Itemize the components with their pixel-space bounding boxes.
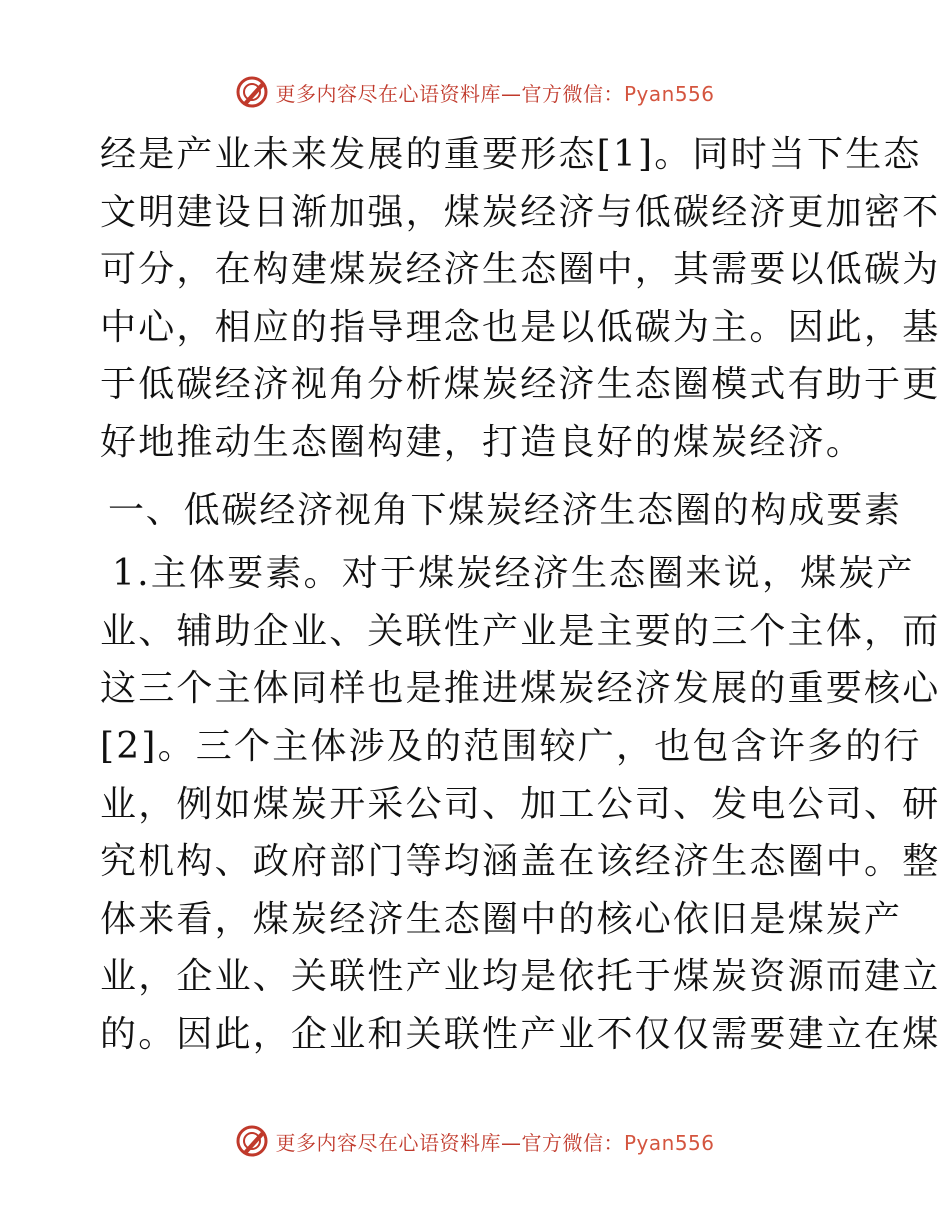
watermark-label: 更多内容尽在心语资料库—官方微信： xyxy=(275,1130,624,1155)
body-line: 经是产业未来发展的重要形态[1]。同时当下生态 xyxy=(100,134,922,175)
footer-watermark xyxy=(0,1121,950,1161)
body-line: 于低碳经济视角分析煤炭经济生态圈模式有助于更 xyxy=(100,364,941,406)
document-body xyxy=(100,126,941,1064)
section-line: 业、辅助企业、关联性产业是主要的三个主体，而 xyxy=(100,610,941,652)
section-line: 体来看，煤炭经济生态圈中的核心依旧是煤炭产 xyxy=(100,898,903,940)
section-line: 1.主体要素。对于煤炭经济生态圈来说，煤炭产 xyxy=(112,553,915,595)
watermark-wechat-id: Pyan556 xyxy=(623,1130,715,1155)
pen-logo-icon xyxy=(235,1124,269,1158)
section-line: 业，企业、关联性产业均是依托于煤炭资源而建立 xyxy=(100,956,941,998)
section-line: 业，例如煤炭开采公司、加工公司、发电公司、研 xyxy=(100,783,941,825)
watermark-wechat-id: Pyan556 xyxy=(623,81,715,106)
pen-logo-icon xyxy=(235,75,269,109)
body-line: 文明建设日渐加强，煤炭经济与低碳经济更加密不 xyxy=(100,191,941,233)
section-line: 的。因此，企业和关联性产业不仅仅需要建立在煤 xyxy=(100,1013,941,1055)
watermark-label: 更多内容尽在心语资料库—官方微信： xyxy=(275,81,624,106)
section-line: 究机构、政府部门等均涵盖在该经济生态圈中。整 xyxy=(100,841,941,883)
section-line: 这三个主体同样也是推进煤炭经济发展的重要核心 xyxy=(100,668,941,710)
header-watermark xyxy=(0,72,950,112)
section-line: [2]。三个主体涉及的范围较广，也包含许多的行 xyxy=(100,725,922,767)
watermark-text xyxy=(275,78,714,107)
section-heading: 一、低碳经济视角下煤炭经济生态圈的构成要素 xyxy=(108,489,902,531)
body-line: 好地推动生态圈构建，打造良好的煤炭经济。 xyxy=(100,421,865,463)
watermark-text xyxy=(275,1127,714,1156)
body-line: 中心，相应的指导理念也是以低碳为主。因此，基 xyxy=(100,306,941,348)
body-line: 可分，在构建煤炭经济生态圈中，其需要以低碳为 xyxy=(100,249,941,291)
